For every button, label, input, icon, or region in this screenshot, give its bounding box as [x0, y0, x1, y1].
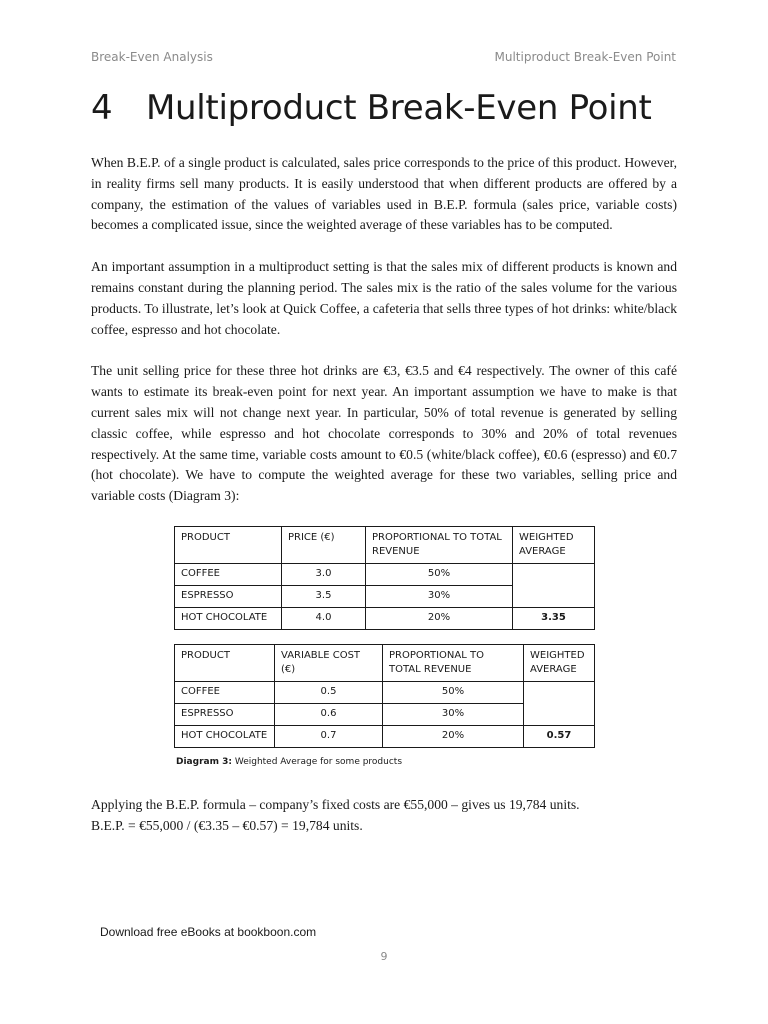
- table-row: [175, 608, 595, 630]
- variable-cost-cell: 0.6: [275, 704, 383, 726]
- product-cell: COFFEE: [175, 564, 282, 586]
- paragraph: The unit selling price for these three hot drinks are €3, €3.5 and €4 respectively. The owner of this café wants to estimate its break-even point for next year. An important assumption we have to make is that current sales mix will not change next year. In particular, 50% of total revenue is generated by selling classic coffee, while espresso and hot chocolate corresponds to 30% and 20% of total revenues respectively. At the same time, variable costs amount to €0.5 (white/black coffee), €0.6 (espresso) and €0.7 (hot chocolate). We have to compute the weighted average for these two variables, selling price and variable costs (Diagram 3):: [91, 363, 677, 504]
- table-header-cell: PROPORTIONAL TO TOTAL REVENUE: [366, 527, 513, 564]
- table-row: [175, 564, 595, 586]
- product-cell: HOT CHOCOLATE: [175, 726, 275, 748]
- body-text: [91, 153, 677, 528]
- page-number: 9: [380, 950, 388, 963]
- product-cell: HOT CHOCOLATE: [175, 608, 282, 630]
- proportion-cell: 50%: [366, 564, 513, 586]
- product-cell: COFFEE: [175, 682, 275, 704]
- proportion-cell: 30%: [366, 586, 513, 608]
- price-cell: 3.5: [282, 586, 366, 608]
- table-header-cell: WEIGHTED AVERAGE: [513, 527, 595, 564]
- table-header-cell: VARIABLE COST (€): [275, 645, 383, 682]
- weighted-average-cost: 0.57: [524, 726, 595, 748]
- paragraph: When B.E.P. of a single product is calculated, sales price corresponds to the price of this product. However, in reality firms sell many products. It is easily understood that when different products are offered by a company, the estimation of the values of variables used in B.E.P. formula (sales price, variable costs) becomes a complicated issue, since the weighted average of these variables has to be computed.: [91, 155, 677, 233]
- variable-cost-cell: 0.5: [275, 682, 383, 704]
- proportion-cell: 50%: [383, 682, 524, 704]
- chapter-title: [91, 88, 652, 128]
- table-row: [175, 682, 595, 704]
- running-header-left: Break-Even Analysis: [91, 50, 213, 64]
- table-row: [175, 726, 595, 748]
- diagram-caption: [176, 757, 402, 767]
- closing-text: [91, 795, 677, 837]
- price-cell: 4.0: [282, 608, 366, 630]
- chapter-title-text: Multiproduct Break-Even Point: [146, 88, 652, 128]
- proportion-cell: 20%: [366, 608, 513, 630]
- chapter-number: 4: [91, 88, 113, 128]
- table-header-cell: PRODUCT: [175, 645, 275, 682]
- weighted-average-empty-cell: [513, 564, 595, 608]
- caption-text: Weighted Average for some products: [231, 757, 403, 767]
- closing-line: B.E.P. = €55,000 / (€3.35 – €0.57) = 19,784 units.: [91, 817, 363, 833]
- table-header-cell: WEIGHTED AVERAGE: [524, 645, 595, 682]
- running-header: [91, 50, 676, 64]
- proportion-cell: 30%: [383, 704, 524, 726]
- footer-download-link[interactable]: Download free eBooks at bookboon.com: [100, 925, 317, 939]
- closing-line: Applying the B.E.P. formula – company’s fixed costs are €55,000 – gives us 19,784 units.: [91, 797, 580, 812]
- variable-cost-cell: 0.7: [275, 726, 383, 748]
- variable-cost-table: [174, 644, 595, 748]
- product-cell: ESPRESSO: [175, 586, 282, 608]
- table-header-cell: PRICE (€): [282, 527, 366, 564]
- paragraph: An important assumption in a multiproduct setting is that the sales mix of different products is known and remains constant during the planning period. The sales mix is the ratio of the sales volume for the various products. To illustrate, let’s look at Quick Coffee, a cafeteria that sells three types of hot drinks: white/black coffee, espresso and hot chocolate.: [91, 259, 677, 337]
- table-header-cell: PROPORTIONAL TO TOTAL REVENUE: [383, 645, 524, 682]
- product-cell: ESPRESSO: [175, 704, 275, 726]
- table-header-row: [175, 645, 595, 682]
- caption-label: Diagram 3:: [176, 757, 232, 767]
- price-cell: 3.0: [282, 564, 366, 586]
- weighted-average-empty-cell: [524, 682, 595, 726]
- table-header-row: [175, 527, 595, 564]
- proportion-cell: 20%: [383, 726, 524, 748]
- table-header-cell: PRODUCT: [175, 527, 282, 564]
- price-table: [174, 526, 595, 630]
- running-header-right: Multiproduct Break-Even Point: [494, 50, 676, 64]
- weighted-average-price: 3.35: [513, 608, 595, 630]
